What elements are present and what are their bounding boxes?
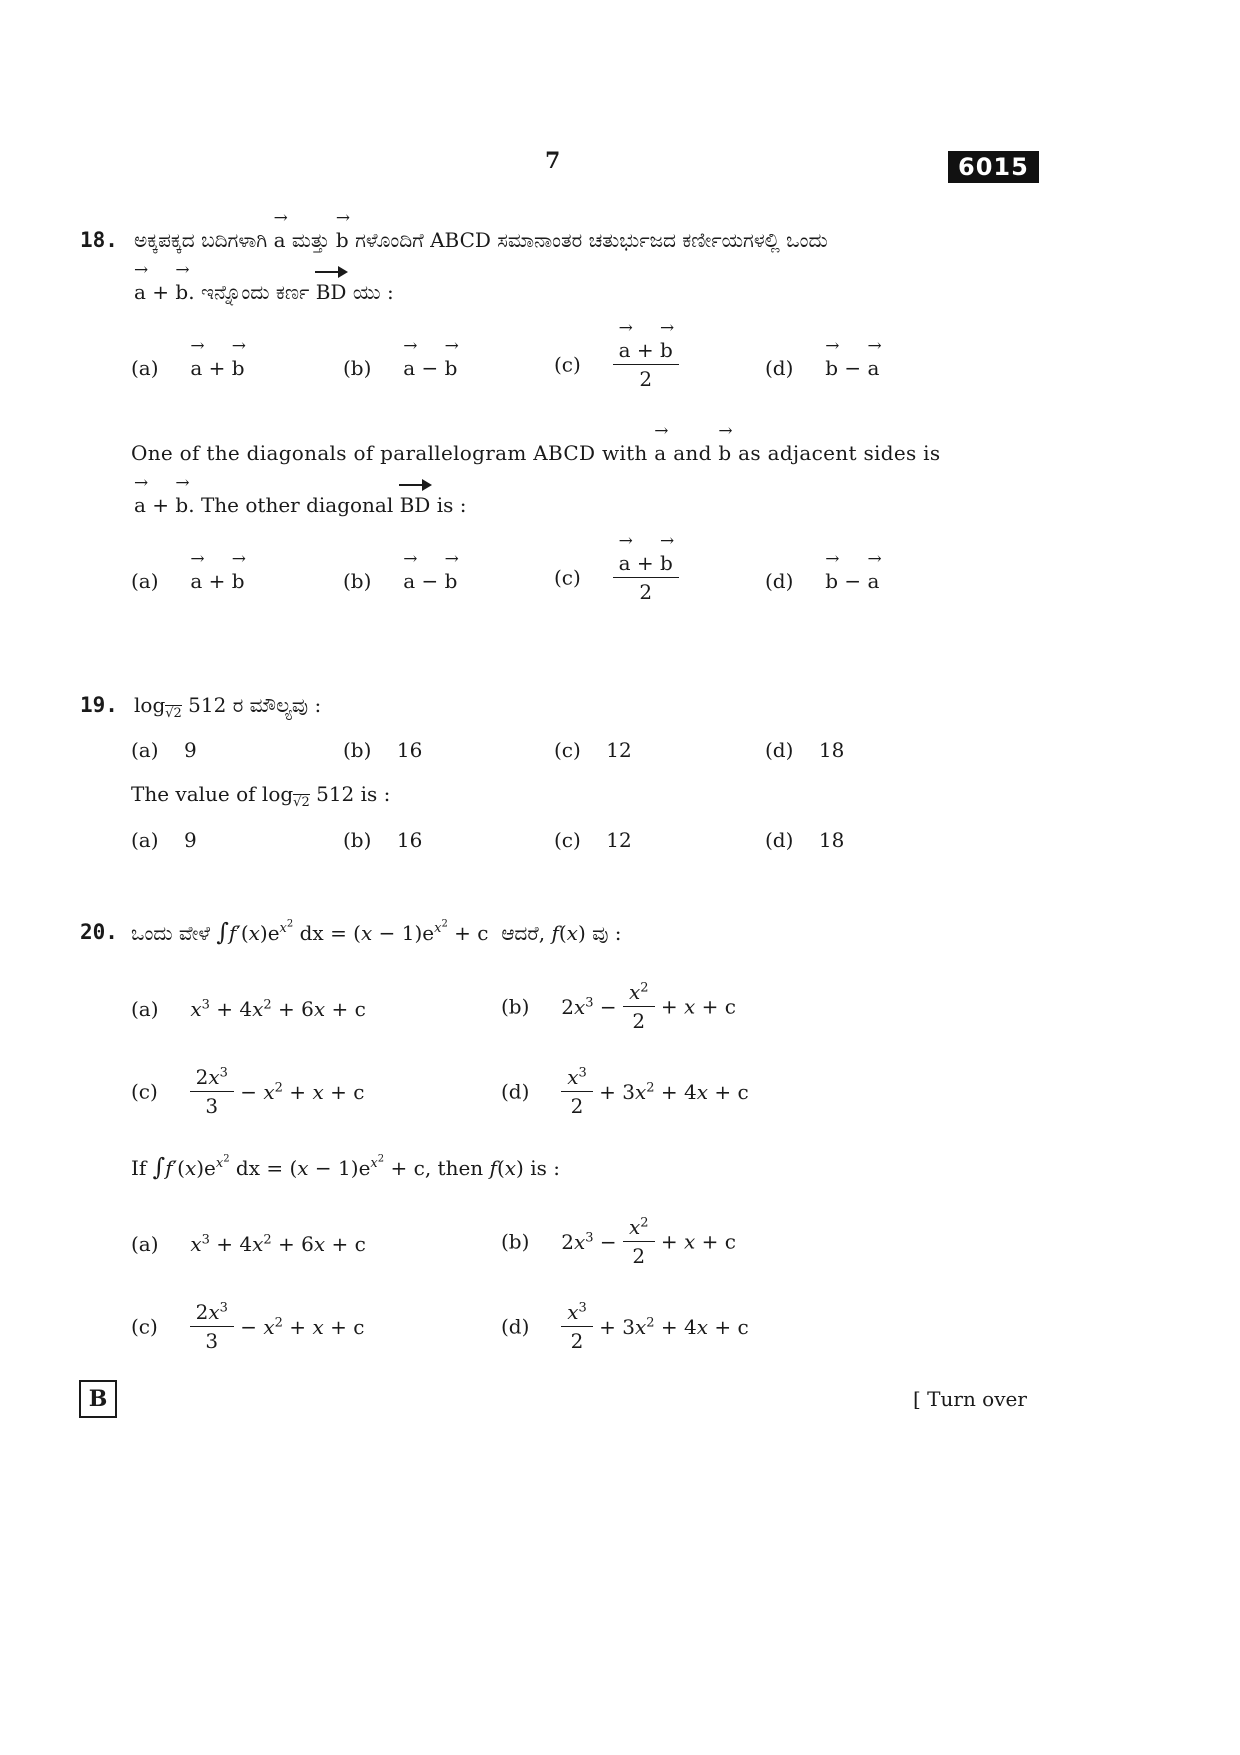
paper-code: 6015 [948, 151, 1039, 183]
turn-over-note: [ Turn over [913, 1387, 1027, 1411]
q20-kn-option-a: (a) $x^3 + 4x^2 + 6x + c$ [131, 997, 366, 1021]
q18-kn-line-2: → a + → b. ಇನ್ನೊಂದು ಕರ್ಣ BD ಯು : [134, 280, 394, 304]
q19-en-line: The value of $\log_{√2} 512$ is : [131, 782, 391, 810]
q19-en-option-d: (d) 18 [765, 828, 845, 852]
q19-en-option-c: (c) 12 [554, 828, 632, 852]
q18-kn-option-d: (d) → b − → a [765, 356, 879, 380]
q20-kn-option-c: (c) $\frac{2x^3}{3}$ − $x^2 + x + c$ [131, 1065, 365, 1118]
q20-en-option-a: (a) $x^3 + 4x^2 + 6x + c$ [131, 1232, 366, 1256]
q18-en-line-1: One of the diagonals of parallelogram ABCD with → a and → b as adjacent sides is [131, 441, 940, 465]
q19-kn-option-d: (d) 18 [765, 738, 845, 762]
q19-kn-option-b: (b) 16 [343, 738, 423, 762]
question-number-20: 20. [80, 920, 118, 944]
q20-en-option-c: (c) $\frac{2x^3}{3}$ − $x^2 + x + c$ [131, 1300, 365, 1353]
q18-en-option-a: (a) → a + → b [131, 569, 245, 593]
q20-kn-option-d: (d) $\frac{x^3}{2}$ + $3x^2 + 4x + c$ [501, 1065, 749, 1118]
question-number-19: 19. [80, 693, 118, 717]
q20-kn-option-b: (b) $2x^3$ − $\frac{x^2}{2}$ + x + c [501, 980, 737, 1033]
q20-en-option-d: (d) $\frac{x^3}{2}$ + $3x^2 + 4x + c$ [501, 1300, 749, 1353]
question-number-18: 18. [80, 228, 118, 252]
q19-en-option-a: (a) 9 [131, 828, 197, 852]
q19-kn-line: $\log_{√2} 512$ ರ ಮೌಲ್ಯವು : [134, 693, 322, 721]
q19-kn-option-c: (c) 12 [554, 738, 632, 762]
q18-en-option-d: (d) → b − → a [765, 569, 879, 593]
version-box: B [79, 1380, 117, 1418]
q18-en-option-c: (c) → $\frac{a + \to b}{2}$ [554, 551, 679, 604]
q19-kn-option-a: (a) 9 [131, 738, 197, 762]
q20-kn-line: ಒಂದು ವೇಳೆ $\int f'(x)e^{x^2}$ dx = $(x - 1)e^{x^2} + c$ ಆದರೆ, f(x) ವು : [131, 918, 622, 946]
q20-en-line: If $\int f'(x)e^{x^2}$ dx = $(x - 1)e^{x^2} + c$, then f(x) is : [131, 1153, 560, 1181]
q18-en-option-b: (b) → a − → b [343, 569, 457, 593]
q18-kn-line-1: ಅಕ್ಕಪಕ್ಕದ ಬದಿಗಳಾಗಿ → a ಮತ್ತು → b ಗಳೊಂದಿಗೆ ABCD ಸಮಾನಾಂತರ ಚತುರ್ಭುಜದ ಕರ್ಣೀಯಗಳಲ್ಲಿ ಒಂದು [134, 228, 828, 252]
page-number: 7 [545, 148, 561, 174]
q18-kn-option-b: (b) → a − → b [343, 356, 457, 380]
q18-kn-option-a: (a) → a + → b [131, 356, 245, 380]
q20-en-option-b: (b) $2x^3$ − $\frac{x^2}{2}$ + x + c [501, 1215, 737, 1268]
q18-kn-option-c: (c) → $\frac{a + \to b}{2}$ [554, 338, 679, 391]
q18-en-line-2: → a + → b. The other diagonal BD is : [134, 493, 466, 517]
q19-en-option-b: (b) 16 [343, 828, 423, 852]
